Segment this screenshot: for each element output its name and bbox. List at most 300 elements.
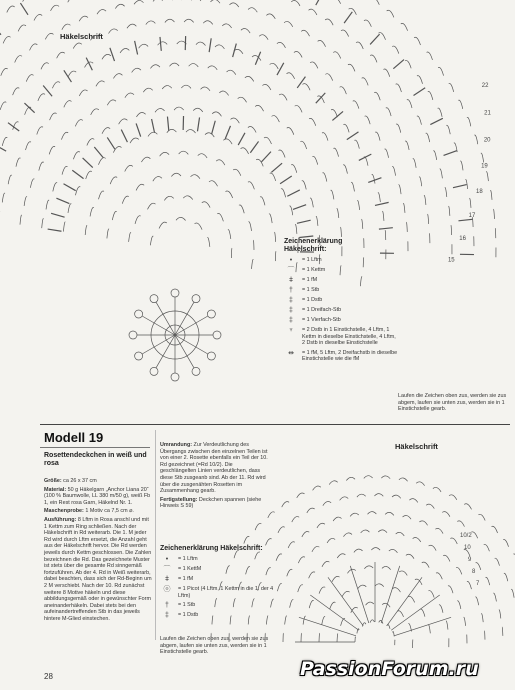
chain-arc: [426, 504, 434, 508]
chain-arc: [282, 502, 289, 507]
chain-arc: [417, 76, 423, 84]
stitch-spoke: [359, 154, 372, 160]
chain-arc: [148, 132, 157, 136]
chain-arc: [34, 14, 42, 20]
chain-arc: [379, 620, 383, 623]
rosette-petal: [213, 331, 221, 339]
instruction-paragraph: [160, 442, 270, 495]
chain-arc: [62, 166, 67, 174]
bottom-legend-item: [160, 566, 280, 573]
stitch-spoke: [350, 566, 369, 623]
bottom-legend-text: = 1 KettM: [178, 566, 202, 572]
chain-arc: [91, 35, 100, 40]
stitch-spoke: [391, 595, 440, 630]
chain-arc: [193, 108, 203, 112]
chain-arc: [158, 42, 168, 45]
chain-arc: [481, 153, 484, 162]
chain-arc: [191, 0, 201, 1]
chain-arc: [398, 185, 401, 194]
chain-arc: [396, 124, 401, 133]
chain-arc: [3, 37, 10, 44]
chain-arc: [102, 54, 111, 59]
chain-arc: [460, 161, 463, 170]
chain-arc: [446, 621, 448, 630]
rosette-crochet-chart: [285, 452, 505, 652]
chain-arc: [309, 118, 316, 125]
chain-arc: [50, 113, 57, 120]
chain-arc: [358, 585, 367, 589]
double-treble-symbol-icon: ‡: [289, 297, 293, 304]
chain-arc: [75, 120, 83, 127]
stitch-spoke: [453, 185, 467, 188]
chain-arc: [42, 219, 44, 229]
stitch-spoke: [51, 213, 64, 217]
instruction-label: Material:: [44, 486, 67, 493]
stitch-spoke: [110, 48, 115, 61]
stitch-spoke: [121, 130, 127, 143]
top-legend-item: [284, 297, 399, 304]
chain-arc: [107, 100, 116, 105]
chain-arc: [298, 557, 305, 563]
chain-arc: [30, 44, 38, 50]
stitch-spoke: [56, 198, 69, 203]
chain-arc: [368, 512, 377, 515]
bottom-chart-title: Häkelschrift: [395, 442, 438, 451]
top-note: Laufen die Zeichen oben zus, werden sie zus abgem, laufen sie unten zus, werden sie in 1 Einstichstelle gearb.: [398, 393, 507, 413]
chain-arc: [186, 130, 196, 133]
chain-arc: [233, 169, 241, 176]
chain-arc: [370, 55, 377, 62]
chain-arc: [490, 190, 492, 200]
stitch-spoke: [0, 144, 6, 151]
chain-arc: [503, 540, 508, 547]
chain-arc: [340, 87, 347, 94]
chain-arc: [366, 602, 374, 605]
chain-arc: [322, 561, 329, 566]
chain-arc: [86, 171, 92, 179]
chain-arc: [136, 184, 144, 190]
chain-arc: [436, 573, 442, 580]
chain-arc: [383, 69, 389, 77]
chain-arc: [448, 586, 453, 593]
chain-arc: [291, 165, 297, 173]
chain-arc: [428, 91, 433, 99]
stitch-spoke: [160, 37, 161, 51]
chain-arc: [73, 43, 82, 49]
model-title: Modell 19: [44, 430, 104, 445]
chain-arc: [287, 569, 293, 576]
stitch-spoke: [444, 151, 457, 156]
chain-arc: [331, 109, 337, 117]
chain-arc: [134, 0, 143, 4]
chain-arc: [8, 175, 12, 184]
chain-arc: [45, 33, 53, 39]
chain-arc: [215, 45, 224, 49]
chain-arc: [464, 617, 466, 626]
rosette-spoke: [156, 335, 175, 368]
chain-arc: [179, 151, 189, 154]
chain-arc: [127, 24, 136, 28]
rosette-petal: [129, 331, 137, 339]
chain-arc: [495, 228, 496, 238]
stitch-spoke: [233, 44, 237, 58]
top-legend-subheading: Häkelschrift:: [284, 246, 327, 253]
top-legend-item: [284, 317, 399, 324]
chain-arc: [371, 548, 380, 551]
chain-arc: [375, 584, 384, 587]
rosette-spoke: [156, 302, 175, 335]
instruction-paragraph: [44, 487, 152, 507]
chain-arc: [252, 259, 254, 269]
chain-arc: [202, 202, 210, 208]
chain-arc: [349, 8, 357, 14]
round-number: 15: [447, 257, 455, 264]
stitch-spoke: [94, 147, 103, 158]
chain-arc: [13, 88, 20, 95]
chain-arc: [275, 251, 276, 261]
chain-arc: [285, 616, 287, 625]
chain-arc: [348, 64, 355, 71]
chain-arc: [110, 177, 117, 184]
chain-arc: [244, 536, 249, 543]
bottom-legend-text: = 1 Picot (4 Lftm, 1 Kettm in die 1. der 4 Lftm): [178, 586, 274, 599]
stitch-spoke: [280, 176, 292, 184]
chain-arc: [381, 476, 390, 479]
rosette-petal: [171, 373, 179, 381]
chain-arc: [162, 86, 172, 89]
rosette-petal: [192, 367, 200, 375]
chain-arc: [374, 92, 380, 100]
top-legend-item: [284, 257, 399, 264]
stitch-spoke: [310, 595, 359, 630]
stitch-spoke: [167, 117, 168, 131]
chain-arc: [301, 30, 309, 36]
chain-arc: [139, 44, 148, 48]
chain-arc: [396, 84, 402, 92]
instruction-label: Ausführung:: [44, 516, 77, 523]
chain-arc: [329, 481, 338, 485]
chain-arc: [416, 482, 424, 486]
chain-arc: [333, 0, 341, 4]
stitch-spoke: [387, 577, 422, 626]
chain-arc: [450, 538, 457, 544]
chain-arc: [223, 139, 232, 144]
round-number: 22: [481, 83, 489, 90]
instructions-column-1: [44, 478, 152, 624]
chain-arc: [340, 497, 349, 501]
round-number: 10: [464, 545, 471, 551]
stitch-spoke: [83, 158, 93, 168]
chain-arc: [364, 20, 371, 27]
double-crochet-symbol-icon: †: [289, 287, 293, 294]
bottom-legend-item: [160, 612, 280, 619]
chain-arc: [294, 51, 302, 57]
top-legend-item: [284, 350, 399, 363]
chain-arc: [456, 567, 462, 574]
chain-arc: [325, 19, 333, 25]
chain-arc: [102, 128, 110, 134]
chain-arc: [413, 538, 421, 542]
chain-arc: [399, 571, 407, 575]
chain-arc: [457, 601, 461, 609]
stitch-spoke: [328, 577, 363, 626]
chain-arc: [370, 620, 374, 623]
chain-arc: [382, 211, 384, 221]
chain-arc: [0, 102, 6, 110]
chain-arc: [52, 82, 60, 89]
chain-arc: [260, 197, 265, 206]
chain-arc: [332, 576, 339, 581]
chain-arc: [210, 0, 220, 3]
top-legend-text: = 1 fM, 5 Lftm, 2 Dreifachstb in dieselbe Einstichstelle wie die fM: [302, 349, 398, 363]
chain-arc: [136, 112, 145, 116]
chain-arc: [279, 94, 287, 100]
chain-arc: [49, 146, 55, 154]
chain-arc: [24, 197, 27, 206]
stitch-spoke: [379, 228, 393, 229]
chain-arc: [478, 514, 485, 520]
chain-arc: [485, 577, 489, 585]
chain-arc: [302, 181, 306, 190]
chain-arc: [61, 132, 68, 139]
rosette-petal: [150, 295, 158, 303]
chain-arc: [428, 591, 434, 598]
column-divider: [155, 430, 156, 640]
chain-arc: [97, 9, 106, 14]
stitch-spoke: [370, 34, 380, 44]
chain-arc: [287, 128, 294, 135]
top-legend-text: = 1 fM: [302, 277, 318, 283]
chain-arc: [354, 549, 363, 552]
chain-arc: [112, 211, 116, 220]
chain-arc: [392, 167, 395, 176]
rosette-spoke: [175, 335, 208, 354]
chain-arc: [99, 191, 104, 199]
stitch-spoke: [332, 111, 343, 120]
chain-arc: [229, 3, 238, 7]
instruction-text: Zur Verdeutlichung des Übergangs zwischen den einzelnen Teilen ist von einer 2. Rosette ebenfalls ein Teil der 10. Rd gezeichnet (=Rd 10/2). Die geschlängelten Linien verdeutlichen, dass diese Stb zusgeanb sind. Ab der 11. Rd wird über die zusgenähten Rosetten im Zusammenhang gearb.: [160, 442, 268, 495]
instruction-label: Umrandung:: [160, 442, 193, 448]
stitch-spoke: [135, 41, 138, 55]
chain-arc: [378, 530, 387, 533]
chain-arc: [337, 208, 339, 217]
model-subtitle: Rosettendeckchen in weiß und rosa: [44, 452, 147, 467]
top-legend-item: [284, 267, 399, 274]
top-legend-item: [284, 287, 399, 294]
chain-arc: [120, 48, 129, 52]
chain-arc: [319, 587, 325, 594]
chain-arc: [191, 175, 200, 179]
chain-arc: [316, 216, 318, 226]
round-number: 18: [475, 188, 483, 195]
chain-arc: [153, 177, 162, 182]
picot-cluster-symbol-icon: ⇹: [288, 349, 294, 357]
chain-arc: [26, 142, 31, 150]
chain-arc: [361, 219, 362, 229]
chain-arc: [337, 554, 345, 558]
single-crochet-symbol-icon: ǂ: [288, 277, 294, 284]
chain-arc: [201, 87, 210, 91]
chain-arc: [379, 33, 386, 40]
chain-arc: [248, 182, 254, 190]
chain-arc: [15, 56, 22, 63]
stitch-spoke: [107, 137, 115, 149]
stitch-spoke: [152, 119, 155, 133]
chain-arc: [401, 23, 408, 30]
chain-symbol-icon: •: [289, 257, 293, 264]
chain-arc: [407, 100, 412, 108]
stitch-spoke: [394, 617, 451, 636]
chain-arc: [419, 521, 427, 525]
chain-arc: [382, 603, 390, 607]
chain-arc: [125, 93, 134, 98]
chain-arc: [492, 526, 498, 533]
chain-arc: [277, 42, 286, 48]
double-treble-symbol-icon: ‡: [165, 612, 169, 620]
chain-arc: [387, 10, 394, 17]
chain-arc: [333, 52, 340, 59]
chain-arc: [408, 596, 415, 602]
chain-arc: [295, 105, 302, 112]
chain-arc: [129, 232, 131, 241]
rosette-petal: [135, 310, 143, 318]
chain-arc: [384, 149, 388, 158]
chain-arc: [354, 140, 359, 149]
chain-arc: [75, 187, 80, 196]
chain-arc: [98, 158, 105, 165]
stitch-spoke: [430, 118, 443, 124]
chain-arc: [164, 196, 173, 200]
chain-arc: [219, 91, 228, 95]
instruction-text: Deckchen spannen (siehe Hinweis S 59): [160, 496, 262, 510]
bottom-legend-item: [160, 576, 280, 583]
chain-arc: [279, 150, 286, 158]
chain-arc: [414, 37, 420, 45]
chain-arc: [446, 125, 450, 134]
chain-arc: [340, 227, 341, 237]
rosette-petal: [135, 352, 143, 360]
chain-arc: [341, 30, 349, 37]
chain-arc: [146, 21, 156, 25]
chain-arc: [7, 6, 15, 12]
chain-arc: [439, 605, 443, 613]
chain-arc: [318, 40, 326, 46]
rosette-petal: [150, 367, 158, 375]
chain-arc: [132, 68, 141, 72]
round-number: 17: [468, 212, 476, 219]
bottom-note: Laufen die Zeichen oben zus, werden sie zus abgem, laufen sie unten zus, werden sie in 1 Einstichstelle gearb.: [160, 636, 269, 656]
chain-arc: [393, 632, 395, 637]
chain-arc: [239, 205, 244, 213]
chain-arc: [208, 66, 217, 70]
bottom-legend-item: [160, 602, 280, 609]
chain-arc: [253, 240, 254, 250]
chain-arc: [231, 118, 240, 123]
chain-arc: [422, 562, 429, 567]
chain-arc: [2, 137, 7, 145]
chain-arc: [386, 108, 391, 116]
instruction-paragraph: [44, 517, 152, 623]
chain-arc: [504, 573, 508, 581]
chain-symbol-icon: •: [165, 556, 169, 563]
chain-arc: [227, 70, 236, 74]
chain-arc: [16, 158, 21, 167]
stitch-spoke: [375, 202, 389, 205]
chain-arc: [322, 133, 328, 141]
chain-arc: [63, 222, 65, 232]
chain-arc: [440, 169, 443, 178]
chain-arc: [241, 29, 250, 34]
chain-arc: [150, 65, 160, 69]
chain-arc: [351, 182, 354, 191]
stitch-spoke: [297, 77, 305, 88]
chain-arc: [451, 225, 452, 235]
instruction-text: ca 26 x 37 cm: [61, 478, 97, 484]
chain-arc: [274, 232, 275, 242]
chain-arc: [302, 532, 309, 537]
chain-arc: [20, 215, 22, 225]
chain-arc: [284, 21, 293, 26]
chain-arc: [428, 625, 430, 634]
double-crochet-symbol-icon: †: [165, 602, 169, 610]
stitch-spoke: [0, 24, 1, 35]
round-number: 8: [472, 569, 476, 575]
chain-arc: [486, 172, 488, 181]
chain-arc: [68, 204, 71, 213]
chain-arc: [322, 616, 325, 624]
watermark-logo: PassionForum.ru: [300, 658, 479, 680]
chain-arc: [68, 0, 77, 2]
chain-arc: [435, 528, 443, 533]
chain-arc: [198, 154, 207, 158]
chain-arc: [502, 627, 503, 636]
slip-stitch-symbol-icon: ⌒: [163, 566, 171, 573]
chain-arc: [212, 112, 221, 116]
chain-arc: [406, 222, 407, 232]
chain-arc: [79, 16, 88, 21]
rosette-spoke: [142, 335, 175, 354]
bottom-legend-text: = 1 fM: [178, 576, 194, 582]
chain-arc: [323, 501, 331, 505]
chain-arc: [484, 631, 485, 640]
chain-arc: [2, 193, 5, 202]
chain-arc: [266, 14, 275, 19]
chain-arc: [397, 611, 403, 617]
chain-arc: [303, 616, 306, 624]
top-legend-text: = 1 Vierfach-Stb: [302, 317, 341, 323]
chain-arc: [405, 141, 409, 150]
title-underline: [40, 447, 150, 448]
chain-arc: [392, 588, 400, 592]
chain-arc: [405, 60, 411, 68]
chain-arc: [165, 19, 175, 22]
chain-arc: [464, 504, 471, 510]
instruction-text: 8 Lftm in Rosa anschl und mit 1 Kettm zum Ring schließen. Nach der Häkelschrift in Rd weiterarb. Die 1. M jeder Rd wird durch Lftm ersetzt, die Anzahl geht aus der Häkelschrift hervor. Die Rd werden jeweils durch Kettm geschlossen. Die Zahlen bezeichnen die Rd. Das gezeichnete Muster ist stets über die gesamte Rd sinngemäß fortzuführen. Ab der 4. Rd in Weiß weiterarb, dabei beachten, dass sich der Rd-Beginn um 2 M verschiebt. Nach der 10. Rd zunächst weitere 8 Motive häkeln und diese abbildungsgemäß oder in gewünschter Form aneinanderhäkeln. Dabei stets bei den aufeinandertreffenden Stb in das jeweils hintere M-Glied einstechen.: [44, 516, 152, 622]
chain-arc: [511, 589, 514, 597]
chain-arc: [378, 193, 380, 202]
chain-arc: [375, 132, 380, 141]
chain-arc: [255, 523, 261, 530]
chain-arc: [26, 75, 33, 82]
chain-arc: [392, 46, 399, 54]
triple-treble-symbol-icon: ‡: [289, 307, 293, 314]
chain-arc: [357, 494, 366, 497]
stitch-spoke: [381, 566, 400, 623]
chain-arc: [159, 222, 167, 228]
chain-arc: [245, 76, 254, 81]
stitch-spoke: [72, 170, 83, 178]
chain-arc: [195, 223, 203, 230]
